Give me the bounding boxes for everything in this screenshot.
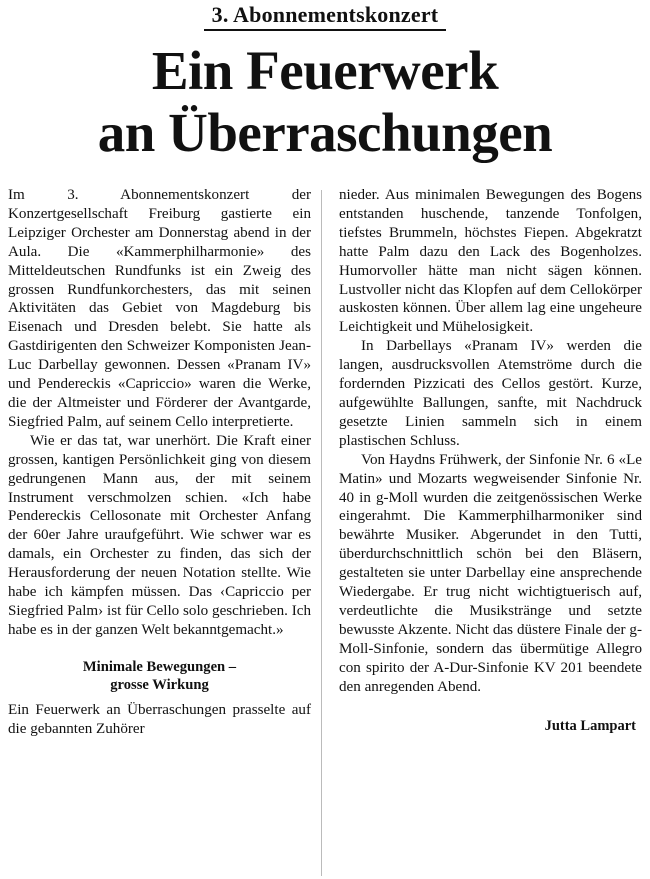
paragraph: Im 3. Abonnementskonzert der Konzertgesellschaft Freiburg gastierte ein Leipziger Orchester am Donnerstag abend in der Aula. Die «Kammerphilharmonie» des Mitteldeutschen Rundfunks ist ein Zweig des grossen Rundfunkorchesters, das mit seinen Aktivitäten das Gebiet von Magdeburg bis Eisenach und Dresden belebt. Sie hatte als Gastdirigenten den Schweizer Komponisten Jean-Luc Darbellay gewonnen. Dessen «Pranam IV» und Pendereckis «Capriccio» waren die Werke, die der Altmeister und Förderer der Avantgarde, Siegfried Palm, auf seinem Cello interpretierte. <box>8 187 311 430</box>
author-byline: Jutta Lampart <box>544 718 636 735</box>
left-column <box>8 186 311 739</box>
subheading-line-2: grosse Wirkung <box>110 677 209 694</box>
headline-line-2: an Überraschungen <box>97 102 553 163</box>
kicker-text: 3. Abonnementskonzert <box>204 2 447 31</box>
article-headline <box>0 40 650 164</box>
paragraph: Von Haydns Frühwerk, der Sinfonie Nr. 6 «Le Matin» und Mozarts wegweisender Sinfonie Nr. 40 in g-Moll wurden die zeitgenössischen Werke eingerahmt. Die Kammerphilharmoniker sind bewährte Musiker. Abgerundet in den Tutti, überdurchschnittlich schön bei den Bläsern, gestalteten sie unter Darbellay eine ansprechende Wiedergabe. Er trug nicht wichtigtuerisch auf, verdeutlichte die Musikstränge und setzte bewusste Akzente. Nicht das düstere Finale der g-Moll-Sinfonie, sondern das übermütige Allegro con spirito der A-Dur-Sinfonie KV 201 beendete den anregenden Abend. <box>339 451 642 695</box>
subheading <box>8 658 311 695</box>
article-body <box>8 186 642 739</box>
paragraph: Wie er das tat, war unerhört. Die Kraft einer grossen, kantigen Persönlichkeit ging von diesem gedrungenen Mann aus, der mit seinem Instrument verschmolzen schien. «Ich habe Pendereckis Cellosonate mit Orchester Anfang der 60er Jahre uraufgeführt. Wie schwer war es damals, ein Orchester zu finden, das sich der Herausforderung der neuen Notation stellte. Wie habe ich kämpfen müssen. Das ‹Capriccio per Siegfried Palm› ist für Cello solo geschrieben. Ich habe es in der ganzen Welt bekanntgemacht.» <box>8 432 311 638</box>
paragraph: nieder. Aus minimalen Bewegungen des Bogens entstanden huschende, tanzende Tonfolgen, tiefstes Brummeln, höchstes Fiepen. Abgekratzt hatte Palm dazu den Lack des Bogenholzes. Humorvoller hätte man nicht sägen können. Lustvoller nicht das Klopfen auf dem Cellokörper auskosten können. Über allem lag eine ungeheure Leichtigkeit und Mühelosigkeit. <box>339 187 642 336</box>
subheading-line-1: Minimale Bewegungen – <box>82 658 237 675</box>
paragraph: Ein Feuerwerk an Überraschungen prasselte auf die gebannten Zuhörer <box>8 701 311 737</box>
article-kicker <box>0 2 650 31</box>
headline-line-1: Ein Feuerwerk <box>151 40 499 101</box>
paragraph: In Darbellays «Pranam IV» werden die langen, ausdrucksvollen Atemströme durch die fordernden Pizzicati des Cellos gestört. Kurze, aufgewühlte Ballungen, sanfte, mit Nachdruck gesetzte Linien sammeln sich in einem plastischen Schluss. <box>339 338 642 449</box>
right-column <box>339 186 642 739</box>
